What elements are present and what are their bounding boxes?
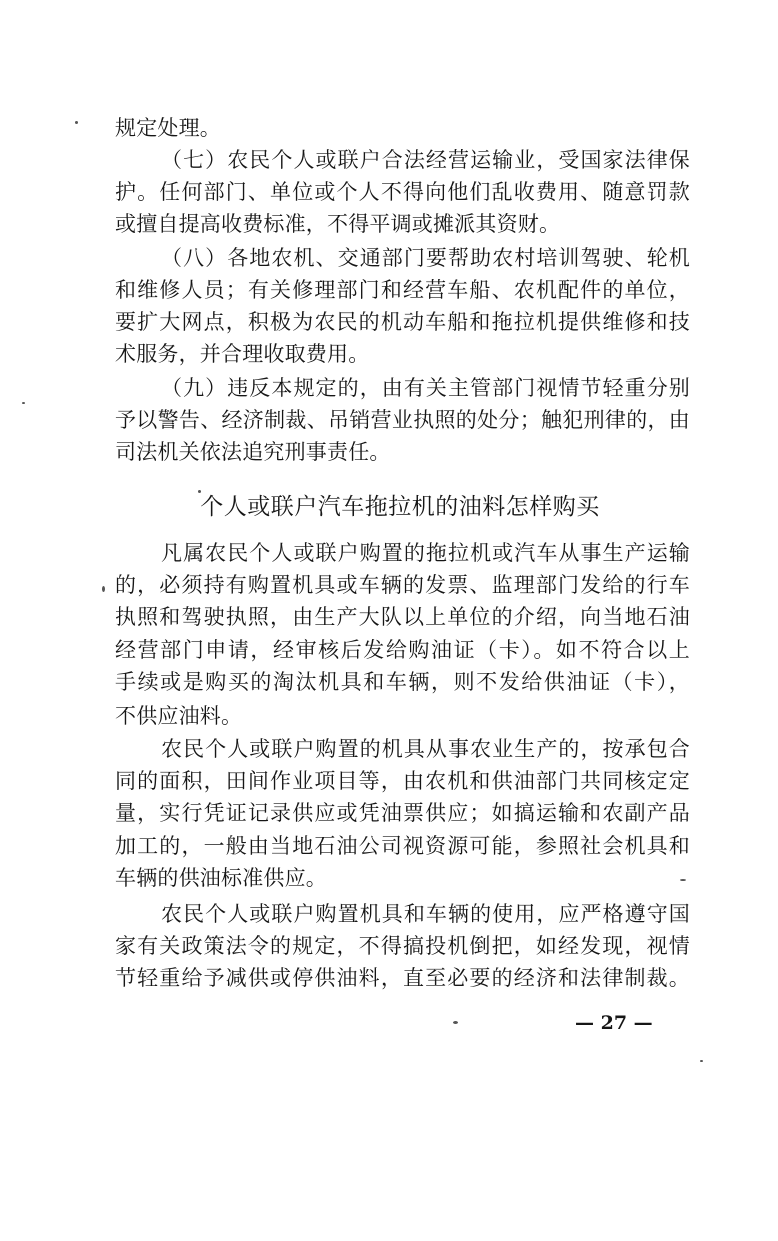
scan-speck: [198, 490, 201, 493]
text-line: 加工的，一般由当地石油公司视资源可能，参照社会机具和: [115, 834, 690, 858]
text-line: （九）违反本规定的，由有关主管部门视情节轻重分别: [161, 376, 690, 400]
text-line: 司法机关依法追究刑事责任。: [115, 440, 391, 464]
text-line: 家有关政策法令的规定，不得搞投机倒把，如经发现，视情: [115, 934, 690, 958]
text-line: 农民个人或联户购置的机具从事农业生产的，按承包合: [161, 737, 690, 761]
text-line: 农民个人或联户购置机具和车辆的使用，应严格遵守国: [161, 902, 690, 926]
scan-speck: [453, 1021, 458, 1024]
scan-speck: [700, 1060, 703, 1062]
section-heading: 个人或联户汽车拖拉机的油料怎样购买: [200, 494, 600, 520]
scan-speck: [680, 879, 686, 881]
text-line: 规定处理。: [115, 116, 221, 140]
page-number: — 27 —: [575, 1012, 653, 1034]
scan-speck: [22, 402, 25, 404]
text-line: 同的面积，田间作业项目等，由农机和供油部门共同核定定: [115, 769, 690, 793]
text-line: 和维修人员；有关修理部门和经营车船、农机配件的单位，: [115, 278, 690, 302]
text-line: 或擅自提高收费标准，不得平调或摊派其资财。: [115, 212, 561, 236]
text-line: 车辆的供油标准供应。: [115, 866, 327, 890]
text-line: 护。任何部门、单位或个人不得向他们乱收费用、随意罚款: [115, 180, 690, 204]
text-line: 不供应油料。: [115, 704, 243, 728]
scan-speck: [102, 586, 105, 592]
text-line: 的，必须持有购置机具或车辆的发票、监理部门发给的行车: [115, 573, 690, 597]
text-line: 节轻重给予减供或停供油料，直至必要的经济和法律制裁。: [115, 966, 690, 990]
text-line: （七）农民个人或联户合法经营运输业，受国家法律保: [161, 148, 690, 172]
text-line: （八）各地农机、交通部门要帮助农村培训驾驶、轮机: [161, 246, 690, 270]
text-line: 量，实行凭证记录供应或凭油票供应；如搞运输和农副产品: [115, 801, 690, 825]
scan-speck: [75, 121, 78, 124]
text-line: 术服务，并合理收取费用。: [115, 342, 370, 366]
text-line: 要扩大网点，积极为农民的机动车船和拖拉机提供维修和技: [115, 310, 690, 334]
text-line: 执照和驾驶执照，由生产大队以上单位的介绍，向当地石油: [115, 605, 690, 629]
text-line: 经营部门申请，经审核后发给购油证（卡）。如不符合以上: [115, 638, 690, 662]
text-line: 凡属农民个人或联户购置的拖拉机或汽车从事生产运输: [161, 541, 690, 565]
text-line: 予以警告、经济制裁、吊销营业执照的处分；触犯刑律的，由: [115, 408, 690, 432]
text-line: 手续或是购买的淘汰机具和车辆，则不发给供油证（卡），: [115, 670, 690, 694]
